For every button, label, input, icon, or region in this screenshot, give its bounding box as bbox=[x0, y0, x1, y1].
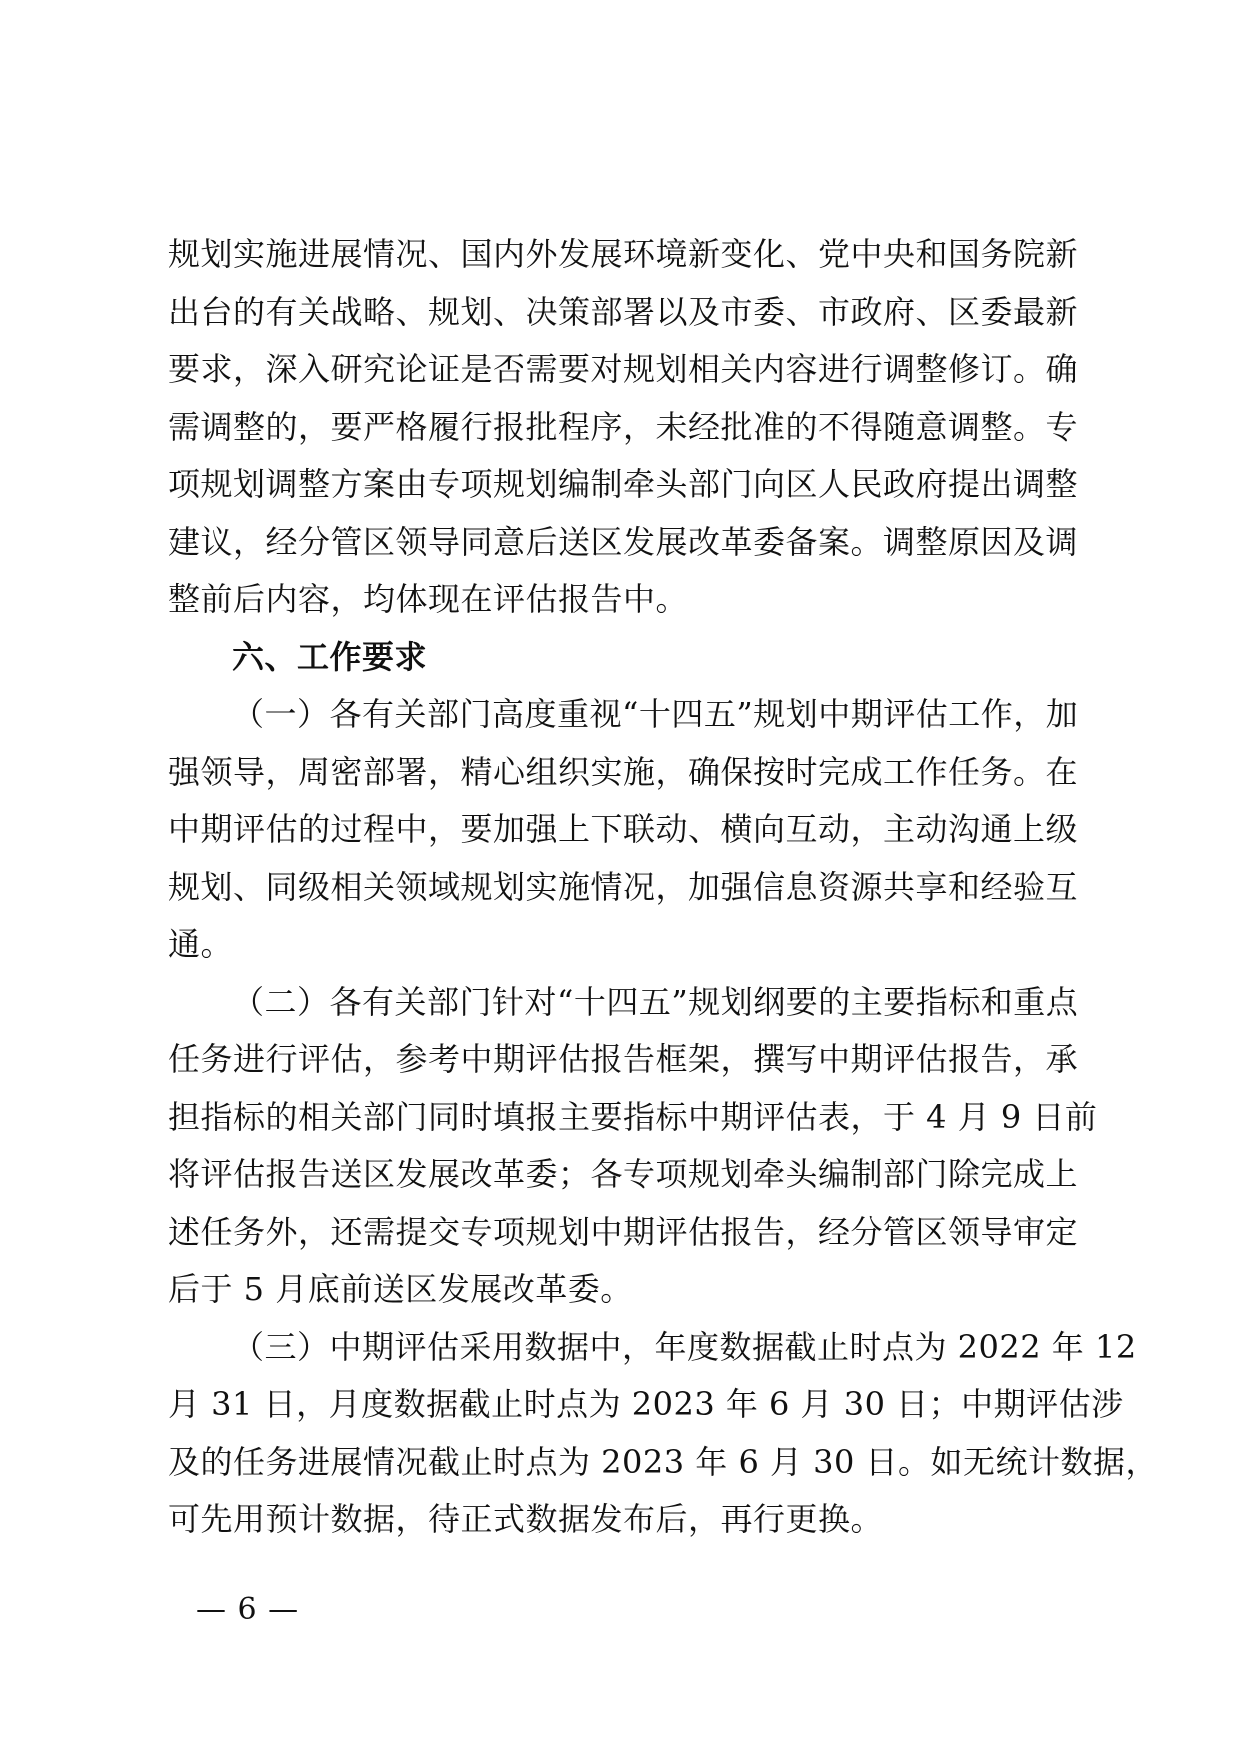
body-line: 强领导，周密部署，精心组织实施，确保按时完成工作任务。在 bbox=[168, 752, 1079, 791]
body-line: 规划、同级相关领域规划实施情况，加强信息资源共享和经验互 bbox=[168, 867, 1079, 906]
body-line: 任务进行评估，参考中期评估报告框架，撰写中期评估报告，承 bbox=[168, 1040, 1079, 1078]
body-line: （三）中期评估采用数据中，年度数据截止时点为 2022 年 12 bbox=[232, 1327, 1137, 1366]
body-line: 后于 5 月底前送区发展改革委。 bbox=[168, 1270, 633, 1308]
body-line: 规划实施进展情况、国内外发展环境新变化、党中央和国务院新 bbox=[168, 235, 1079, 273]
document-body bbox=[168, 226, 1159, 1549]
body-line: 及的任务进展情况截止时点为 2023 年 6 月 30 日。如无统计数据， bbox=[168, 1442, 1159, 1481]
body-line: 整前后内容，均体现在评估报告中。 bbox=[168, 580, 689, 618]
body-line: 通。 bbox=[168, 925, 234, 963]
page-number: — 6 — bbox=[196, 1592, 300, 1627]
section-heading: 六、工作要求 bbox=[232, 637, 428, 676]
body-line: 月 31 日，月度数据截止时点为 2023 年 6 月 30 日；中期评估涉 bbox=[168, 1385, 1124, 1423]
body-line: （一）各有关部门高度重视“十四五”规划中期评估工作，加 bbox=[232, 695, 1079, 733]
body-line: 将评估报告送区发展改革委；各专项规划牵头编制部门除完成上 bbox=[168, 1155, 1079, 1193]
body-line: 要求，深入研究论证是否需要对规划相关内容进行调整修订。确 bbox=[168, 350, 1079, 388]
body-line: 建议，经分管区领导同意后送区发展改革委备案。调整原因及调 bbox=[168, 522, 1079, 561]
body-line: （二）各有关部门针对“十四五”规划纲要的主要指标和重点 bbox=[232, 982, 1079, 1021]
body-line: 需调整的，要严格履行报批程序，未经批准的不得随意调整。专 bbox=[168, 407, 1079, 446]
body-line: 中期评估的过程中，要加强上下联动、横向互动，主动沟通上级 bbox=[168, 810, 1079, 848]
body-line: 述任务外，还需提交专项规划中期评估报告，经分管区领导审定 bbox=[168, 1212, 1079, 1251]
body-line: 担指标的相关部门同时填报主要指标中期评估表，于 4 月 9 日前 bbox=[168, 1097, 1098, 1136]
body-line: 可先用预计数据，待正式数据发布后，再行更换。 bbox=[168, 1500, 884, 1538]
body-line: 项规划调整方案由专项规划编制牵头部门向区人民政府提出调整 bbox=[168, 465, 1079, 503]
body-line: 出台的有关战略、规划、决策部署以及市委、市政府、区委最新 bbox=[168, 292, 1079, 331]
